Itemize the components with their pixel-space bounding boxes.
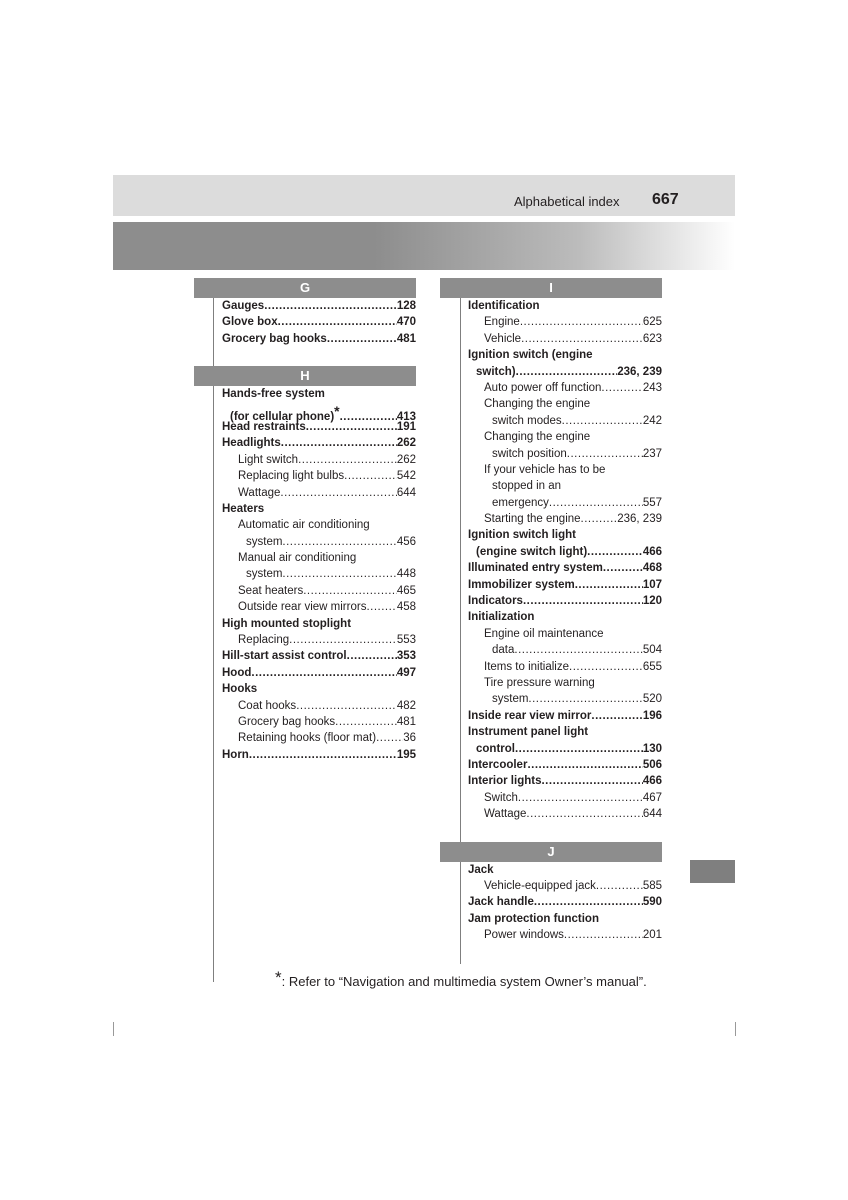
entry-term-text: Glove box (222, 316, 278, 329)
index-entry (222, 298, 416, 314)
dot-leader (278, 314, 397, 330)
entry-term-text: Initialization (468, 611, 535, 624)
index-entry (222, 402, 416, 423)
entry-page: 120 (642, 595, 662, 608)
index-entry (222, 534, 416, 550)
entry-term (468, 894, 534, 910)
gradient-band (113, 222, 735, 270)
index-entry (468, 724, 662, 740)
index-entry (222, 435, 416, 451)
entry-term-text: Power windows (484, 929, 564, 942)
section-header-j: J (440, 842, 662, 862)
entry-page: 585 (642, 879, 662, 892)
entry-term (238, 485, 280, 501)
index-entry (468, 894, 662, 910)
entry-term (468, 609, 534, 625)
entry-term (222, 435, 281, 451)
entry-term (238, 599, 366, 615)
index-entry (222, 714, 416, 730)
entry-term (468, 911, 599, 927)
dot-leader (564, 927, 643, 943)
entry-page: 236, 239 (617, 365, 662, 378)
entry-term-text: Grocery bag hooks (222, 332, 327, 345)
entry-term-text: Replacing light bulbs (238, 470, 345, 483)
entry-term-text: stopped in an (492, 480, 562, 493)
index-entry (222, 452, 416, 468)
entry-term-text: (for cellular phone) (230, 410, 335, 423)
index-entry (468, 495, 662, 511)
entry-page: 482 (396, 699, 416, 712)
index-entry (468, 741, 662, 757)
entry-term-text: Wattage (238, 486, 281, 499)
entry-term-text: Headlights (222, 437, 281, 450)
section-gap (440, 823, 662, 842)
index-entry (222, 599, 416, 615)
entry-term-text: Ignition switch (engine (468, 349, 593, 362)
entry-page: 557 (642, 496, 662, 509)
dot-leader (280, 485, 396, 501)
section-header-h: H (194, 366, 416, 386)
crop-mark-left (113, 1022, 114, 1036)
index-entry (468, 790, 662, 806)
index-entry (468, 462, 662, 478)
dot-leader (569, 659, 643, 675)
entry-term-text: Hood (222, 666, 252, 679)
entry-term-text: Tire pressure warning (484, 676, 595, 689)
index-entry (468, 396, 662, 412)
entry-term (484, 626, 604, 642)
entry-term-text: Hands-free system (222, 388, 325, 401)
dot-leader (514, 642, 642, 658)
entry-term-text: Changing the engine (484, 431, 591, 444)
entry-term (484, 806, 526, 822)
entry-term (484, 675, 595, 691)
index-entry (222, 485, 416, 501)
entry-page: 191 (396, 420, 416, 433)
entry-term-text: Heaters (222, 502, 265, 515)
index-entry (468, 511, 662, 527)
index-entry (468, 347, 662, 363)
dot-leader (562, 413, 643, 429)
dot-leader (521, 331, 643, 347)
entry-term-text: Identification (468, 300, 540, 312)
entry-term-text: Engine oil maintenance (484, 627, 604, 640)
index-entry (222, 747, 416, 763)
index-entry (468, 380, 662, 396)
entry-term (492, 495, 549, 511)
entry-term-text: Seat heaters (238, 584, 304, 597)
entry-term (246, 534, 282, 550)
entry-term (492, 691, 528, 707)
entry-term (468, 577, 575, 593)
entry-page: 353 (396, 650, 416, 663)
entry-term (484, 314, 520, 330)
entry-term (484, 380, 601, 396)
entry-page: 262 (396, 453, 416, 466)
entry-term (468, 347, 593, 363)
index-entry (468, 708, 662, 724)
entry-term-text: High mounted stoplight (222, 617, 352, 630)
entry-term-text: Jam protection function (468, 912, 599, 925)
index-entry (468, 560, 662, 576)
index-entry (468, 544, 662, 560)
index-entry (468, 757, 662, 773)
entry-page: 497 (396, 666, 416, 679)
index-entry (222, 583, 416, 599)
entry-term-text: Ignition switch light (468, 529, 576, 542)
entry-term-text: switch position (492, 447, 567, 460)
entry-term (476, 544, 587, 560)
entry-page: 553 (396, 634, 416, 647)
index-entry (468, 577, 662, 593)
dot-leader (527, 757, 642, 773)
index-entry (222, 616, 416, 632)
index-entry (468, 413, 662, 429)
footnote (275, 968, 662, 989)
index-entry (468, 642, 662, 658)
header-band (113, 175, 735, 216)
entry-term (468, 773, 541, 789)
entry-term (238, 550, 356, 566)
entry-term (484, 429, 590, 445)
entry-term-text: Auto power off function (484, 381, 602, 394)
index-entry (222, 632, 416, 648)
entry-page: 107 (642, 578, 662, 591)
entry-term-text: Items to initialize (484, 660, 570, 673)
entry-term (238, 452, 298, 468)
entry-term (468, 560, 603, 576)
entry-term-text: Interior lights (468, 775, 542, 788)
dot-leader (264, 298, 397, 314)
entry-term (222, 331, 327, 347)
index-entry (468, 331, 662, 347)
index-entries (194, 298, 416, 347)
entry-term-text: switch) (476, 365, 516, 378)
dot-leader (523, 593, 643, 609)
dot-leader (518, 790, 643, 806)
index-entry (222, 419, 416, 435)
entry-term-text: Indicators (468, 595, 523, 608)
section-header-i: I (440, 278, 662, 298)
entry-term (484, 331, 521, 347)
dot-leader (376, 730, 403, 746)
entry-page: 458 (396, 601, 416, 614)
dot-leader (366, 599, 396, 615)
entry-term-text: control (476, 742, 515, 755)
entry-term (468, 298, 540, 314)
entry-page: 481 (396, 715, 416, 728)
entry-term-text: Switch (484, 791, 518, 804)
dot-leader (289, 632, 397, 648)
dot-leader (575, 577, 643, 593)
entry-term-text: Grocery bag hooks (238, 715, 336, 728)
index-entry (468, 626, 662, 642)
entry-term (238, 517, 370, 533)
dot-leader (515, 741, 643, 757)
index-entries (440, 862, 662, 944)
dot-leader (298, 452, 397, 468)
entry-page: 644 (396, 486, 416, 499)
entry-page: 236, 239 (617, 513, 662, 526)
entry-page: 201 (642, 929, 662, 942)
section-gap (194, 347, 416, 366)
entry-term-text: Manual air conditioning (238, 552, 357, 565)
entry-term (222, 747, 249, 763)
index-entry (222, 331, 416, 347)
entry-term-text: Horn (222, 748, 249, 761)
entry-term-text: Jack (468, 863, 494, 876)
dot-leader (601, 380, 642, 396)
dot-leader (347, 648, 397, 664)
footnote-text: : Refer to “Navigation and multimedia system Owner’s manual”. (281, 974, 647, 989)
entry-term (492, 413, 562, 429)
entry-term (222, 681, 257, 697)
entry-page: 506 (642, 758, 662, 771)
right-index-column (440, 278, 662, 943)
entry-term (238, 698, 296, 714)
index-entry (222, 517, 416, 533)
crop-mark-right (735, 1022, 736, 1036)
index-entry (222, 730, 416, 746)
entry-term-text: Coat hooks (238, 699, 297, 712)
entry-page: 625 (642, 316, 662, 329)
entry-term (492, 478, 561, 494)
footnote-star: * (275, 968, 282, 987)
index-entry (222, 648, 416, 664)
entry-page: 623 (642, 332, 662, 345)
entry-term-text: Light switch (238, 453, 299, 466)
entry-page: 196 (642, 709, 662, 722)
index-entry (222, 665, 416, 681)
entry-term-text: Hooks (222, 683, 258, 696)
index-entry (468, 314, 662, 330)
section-header-g: G (194, 278, 416, 298)
dot-leader (567, 446, 643, 462)
index-entries (194, 386, 416, 763)
entry-page: 644 (642, 808, 662, 821)
entry-page: 130 (642, 742, 662, 755)
entry-page: 470 (396, 316, 416, 329)
page-number: 667 (652, 191, 679, 208)
page-title: Alphabetical index (514, 194, 620, 209)
entry-term (246, 566, 282, 582)
entry-term-text: Starting the engine (484, 513, 581, 526)
index-entry (468, 927, 662, 943)
entry-term (468, 708, 591, 724)
entry-term (468, 527, 576, 543)
entry-term (222, 501, 264, 517)
entry-term-text: Immobilizer system (468, 578, 575, 591)
entry-page: 36 (403, 732, 416, 745)
entry-page: 448 (396, 568, 416, 581)
index-entry (222, 468, 416, 484)
dot-leader (549, 495, 643, 511)
index-entry (468, 527, 662, 543)
index-entry (468, 659, 662, 675)
entry-page: 655 (642, 660, 662, 673)
entry-term (468, 757, 527, 773)
index-entry (468, 609, 662, 625)
dot-leader (516, 364, 618, 380)
entry-page: 465 (396, 584, 416, 597)
index-entry (222, 501, 416, 517)
entry-term (222, 419, 306, 435)
entry-term (222, 386, 325, 402)
entry-term-text: Replacing (238, 634, 290, 647)
entry-term-text: emergency (492, 496, 549, 509)
entry-term-text: Outside rear view mirrors (238, 601, 367, 614)
entry-page: 456 (396, 535, 416, 548)
index-entry (222, 314, 416, 330)
index-entry (222, 566, 416, 582)
index-entry (468, 446, 662, 462)
index-entry (468, 429, 662, 445)
entry-term-text: Vehicle (484, 332, 522, 345)
entry-page: 242 (642, 414, 662, 427)
entry-term-text: Automatic air conditioning (238, 519, 370, 532)
dot-leader (296, 698, 397, 714)
index-entry (468, 593, 662, 609)
entry-term-text: switch modes (492, 414, 562, 427)
entry-term-text: Vehicle-equipped jack (484, 879, 596, 892)
entry-term-text: system (246, 568, 283, 581)
entry-term (222, 616, 351, 632)
entry-page: 467 (642, 791, 662, 804)
index-entry (468, 478, 662, 494)
dot-leader (303, 583, 397, 599)
entry-term (484, 396, 590, 412)
index-entry (222, 698, 416, 714)
entry-term (222, 298, 264, 314)
dot-leader (335, 714, 397, 730)
dot-leader (581, 511, 618, 527)
dot-leader (249, 747, 397, 763)
index-entry (468, 691, 662, 707)
entry-term-text: Jack handle (468, 896, 534, 909)
entry-page: 128 (396, 300, 416, 312)
entry-term-text: Gauges (222, 300, 265, 312)
entry-term (484, 659, 569, 675)
entry-term-text: If your vehicle has to be (484, 463, 606, 476)
dot-leader (526, 806, 642, 822)
index-entry (468, 878, 662, 894)
entry-term (238, 632, 289, 648)
entry-term (468, 593, 523, 609)
dot-leader (603, 560, 643, 576)
entry-term (222, 314, 278, 330)
entry-term-text: Inside rear view mirror (468, 709, 592, 722)
entry-term (476, 364, 516, 380)
entry-page: 195 (396, 748, 416, 761)
entry-page: 520 (642, 693, 662, 706)
index-entry (222, 550, 416, 566)
dot-leader (327, 331, 397, 347)
entry-term (492, 642, 514, 658)
dot-leader (528, 691, 642, 707)
entry-term-text: Engine (484, 316, 520, 329)
entry-term (484, 511, 581, 527)
dot-leader (587, 544, 643, 560)
entry-term-text: Illuminated entry system (468, 562, 603, 575)
dot-leader (281, 435, 397, 451)
entry-page: 590 (642, 896, 662, 909)
section-thumb-tab (690, 860, 735, 883)
entry-term-text: Changing the engine (484, 398, 591, 411)
dot-leader (596, 878, 643, 894)
index-entry (468, 862, 662, 878)
dot-leader (306, 419, 397, 435)
entry-term-text: Head restraints (222, 420, 306, 433)
entry-page: 466 (642, 545, 662, 558)
entry-term (484, 878, 596, 894)
dot-leader (251, 665, 396, 681)
left-index-column (194, 278, 416, 763)
entry-page: 468 (642, 562, 662, 575)
entry-term-text: Intercooler (468, 758, 528, 771)
entry-page: 481 (396, 332, 416, 345)
entry-term-text: data (492, 644, 515, 657)
entry-page: 542 (396, 470, 416, 483)
entry-term (484, 790, 518, 806)
entry-term (238, 714, 335, 730)
entry-term (484, 927, 564, 943)
entry-term (476, 741, 515, 757)
entry-term (238, 730, 376, 746)
entry-term (238, 583, 303, 599)
entry-term (238, 468, 344, 484)
entry-page: 243 (642, 381, 662, 394)
dot-leader (591, 708, 642, 724)
entry-term (468, 724, 588, 740)
entry-term-text: Retaining hooks (floor mat) (238, 732, 377, 745)
dot-leader (344, 468, 397, 484)
entry-term-text: (engine switch light) (476, 545, 588, 558)
index-entry (468, 806, 662, 822)
entry-page: 504 (642, 644, 662, 657)
entry-term-text: system (492, 693, 529, 706)
index-entries (440, 298, 662, 823)
entry-term (222, 648, 347, 664)
entry-term (484, 462, 605, 478)
index-entry (468, 298, 662, 314)
entry-page: 237 (642, 447, 662, 460)
index-entry (468, 364, 662, 380)
entry-page: 466 (642, 775, 662, 788)
entry-term (222, 665, 251, 681)
footnote-marker: * (334, 402, 340, 419)
entry-page: 262 (396, 437, 416, 450)
dot-leader (534, 894, 643, 910)
index-entry (468, 675, 662, 691)
entry-term (468, 862, 494, 878)
entry-term-text: system (246, 535, 283, 548)
index-entry (222, 386, 416, 402)
index-entry (468, 911, 662, 927)
entry-term-text: Instrument panel light (468, 726, 589, 739)
entry-term-text: Wattage (484, 808, 527, 821)
dot-leader (541, 773, 642, 789)
entry-page: 413 (396, 410, 416, 423)
entry-term (492, 446, 567, 462)
dot-leader (282, 534, 396, 550)
entry-term-text: Hill-start assist control (222, 650, 347, 663)
dot-leader (282, 566, 396, 582)
index-entry (468, 773, 662, 789)
index-entry (222, 681, 416, 697)
dot-leader (520, 314, 643, 330)
